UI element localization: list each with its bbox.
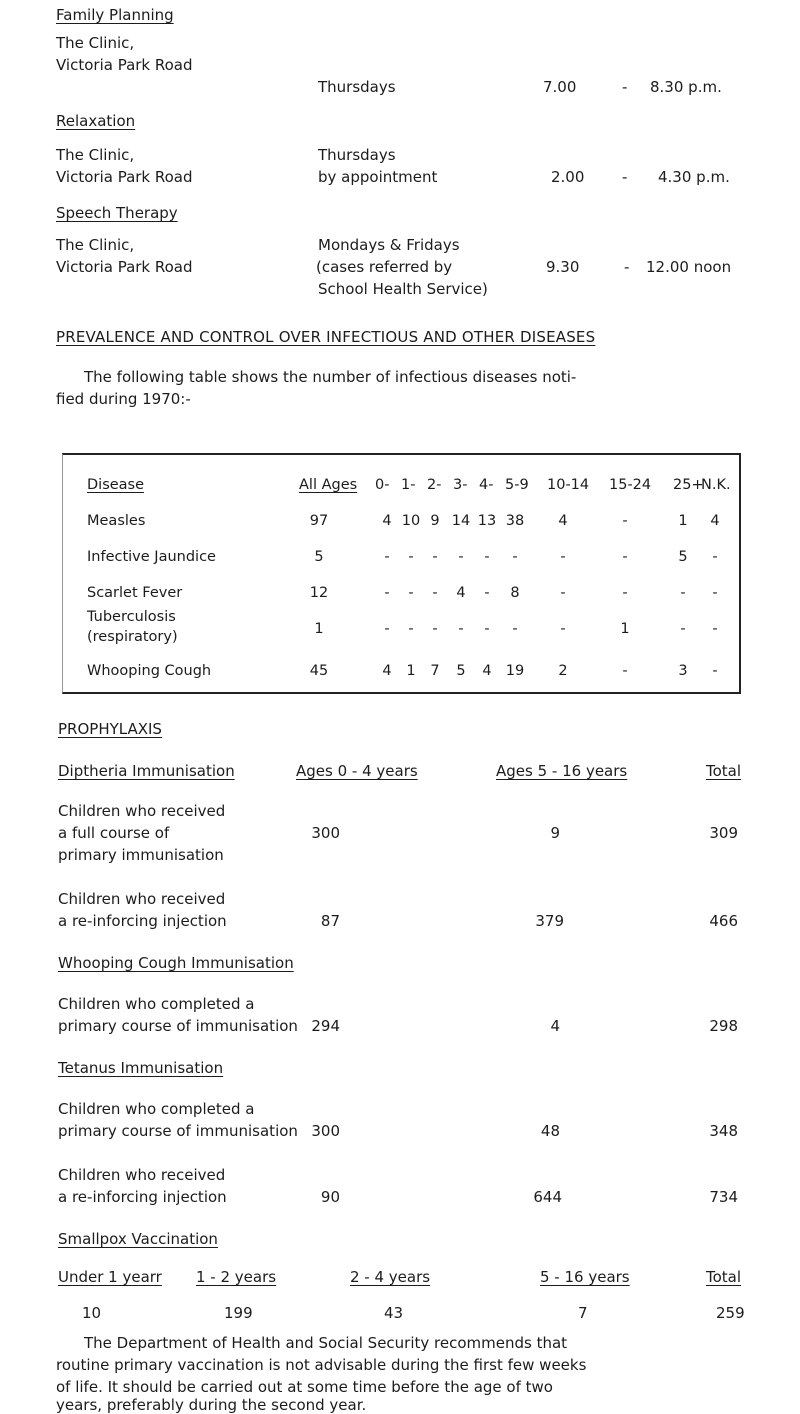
disease-name: Whooping Cough <box>87 663 212 679</box>
whoop-row1-v1: 294 <box>311 1017 340 1035</box>
tet-row1-v1: 300 <box>311 1122 340 1140</box>
disease-cell: 38 <box>505 513 525 529</box>
disease-cell: 13 <box>477 513 497 529</box>
th-1: 1- <box>401 477 416 493</box>
disease-cell: 5 <box>456 663 466 679</box>
closing-line-2: routine primary vaccination is not advisable during the first few weeks <box>56 1356 587 1374</box>
tet-row2-v1: 90 <box>320 1188 340 1206</box>
diph-row2-line2: a re-inforcing injection <box>58 912 227 930</box>
diph-row1-line1: Children who received <box>58 802 226 820</box>
th-10-14: 10-14 <box>547 477 590 493</box>
diph-row2-v1: 87 <box>320 912 340 930</box>
family-planning-end: 8.30 p.m. <box>650 78 722 96</box>
disease-cell: 10 <box>401 513 421 529</box>
disease-cell: - <box>512 549 518 565</box>
tet-row1-line1: Children who completed a <box>58 1100 255 1118</box>
speech-therapy-heading: Speech Therapy <box>56 204 178 222</box>
disease-cell: - <box>622 513 628 529</box>
relaxation-end: 4.30 p.m. <box>658 168 730 186</box>
disease-cell: 7 <box>430 663 440 679</box>
smallpox-v-5-16: 7 <box>578 1304 588 1322</box>
disease-cell: - <box>712 621 718 637</box>
tet-row2-line1: Children who received <box>58 1166 226 1184</box>
disease-name-line2: (respiratory) <box>87 629 178 645</box>
disease-name-line1: Tuberculosis <box>87 609 176 625</box>
th-2: 2- <box>427 477 442 493</box>
smallpox-heading: Smallpox Vaccination <box>58 1230 218 1248</box>
disease-name: Infective Jaundice <box>87 549 216 565</box>
diph-row2-line1: Children who received <box>58 890 226 908</box>
diph-row1-v1: 300 <box>311 824 340 842</box>
th-25plus: 25+ <box>673 477 704 493</box>
relaxation-dash: - <box>622 168 628 186</box>
disease-cell: - <box>680 621 686 637</box>
disease-name: Scarlet Fever <box>87 585 183 601</box>
disease-cell: 8 <box>510 585 520 601</box>
disease-cell: - <box>560 621 566 637</box>
prophylaxis-heading: PROPHYLAXIS <box>58 720 162 738</box>
disease-cell: - <box>384 621 390 637</box>
tetanus-heading: Tetanus Immunisation <box>58 1059 224 1077</box>
speech-therapy-end: 12.00 noon <box>646 258 732 276</box>
relaxation-start: 2.00 <box>551 168 585 186</box>
smallpox-v-under1: 10 <box>82 1304 102 1322</box>
smallpox-col-under1: Under 1 yearr <box>58 1268 162 1286</box>
whoop-row1-line1: Children who completed a <box>58 995 255 1013</box>
disease-cell: - <box>622 663 628 679</box>
disease-cell: - <box>484 549 490 565</box>
diphtheria-heading: Diptheria Immunisation <box>58 762 235 780</box>
disease-cell: - <box>458 549 464 565</box>
speech-therapy-start: 9.30 <box>546 258 580 276</box>
closing-line-4: years, preferably during the second year. <box>56 1396 367 1414</box>
smallpox-col-2-4: 2 - 4 years <box>350 1268 431 1286</box>
disease-cell: 1 <box>620 621 630 637</box>
speech-therapy-location-1: The Clinic, <box>56 236 135 254</box>
tet-row1-line2: primary course of immunisation <box>58 1122 298 1140</box>
disease-cell: 5 <box>678 549 688 565</box>
smallpox-v-total: 259 <box>716 1304 745 1322</box>
th-15-24: 15-24 <box>609 477 652 493</box>
disease-cell: 4 <box>382 663 392 679</box>
relaxation-day-1: Thursdays <box>318 146 396 164</box>
disease-cell: 97 <box>309 513 329 529</box>
disease-cell: - <box>458 621 464 637</box>
whoop-row1-v2: 4 <box>550 1017 560 1035</box>
disease-cell: 4 <box>456 585 466 601</box>
tet-row2-v2: 644 <box>533 1188 562 1206</box>
th-disease: Disease <box>87 477 145 493</box>
disease-cell: - <box>432 621 438 637</box>
col-total: Total <box>706 762 742 780</box>
col-ages-0-4: Ages 0 - 4 years <box>296 762 418 780</box>
family-planning-dash: - <box>622 78 628 96</box>
diph-row1-v3: 309 <box>709 824 738 842</box>
disease-cell: 4 <box>382 513 392 529</box>
disease-cell: - <box>408 549 414 565</box>
disease-cell: 5 <box>314 549 324 565</box>
disease-cell: - <box>484 621 490 637</box>
disease-cell: 19 <box>505 663 525 679</box>
disease-cell: - <box>384 585 390 601</box>
smallpox-v-1-2: 199 <box>224 1304 253 1322</box>
closing-line-1: The Department of Health and Social Security recommends that <box>84 1334 568 1352</box>
disease-cell: 4 <box>710 513 720 529</box>
disease-cell: - <box>408 585 414 601</box>
whoop-row1-v3: 298 <box>709 1017 738 1035</box>
smallpox-col-5-16: 5 - 16 years <box>540 1268 630 1286</box>
disease-cell: - <box>680 585 686 601</box>
prevalence-intro-2: fied during 1970:- <box>56 390 191 408</box>
disease-cell: - <box>384 549 390 565</box>
disease-cell: 14 <box>451 513 471 529</box>
disease-cell: 4 <box>558 513 568 529</box>
disease-cell: 1 <box>406 663 416 679</box>
relaxation-day-2: by appointment <box>318 168 438 186</box>
whooping-heading: Whooping Cough Immunisation <box>58 954 294 972</box>
disease-cell: - <box>622 549 628 565</box>
disease-cell: - <box>622 585 628 601</box>
speech-therapy-day-2: (cases referred by <box>316 258 453 276</box>
tet-row2-line2: a re-inforcing injection <box>58 1188 227 1206</box>
closing-line-3: of life. It should be carried out at some time before the age of two <box>56 1378 553 1396</box>
disease-cell: - <box>512 621 518 637</box>
family-planning-heading: Family Planning <box>56 6 174 24</box>
disease-name: Measles <box>87 513 146 529</box>
smallpox-col-total: Total <box>706 1268 742 1286</box>
th-5-9: 5-9 <box>505 477 529 493</box>
smallpox-v-2-4: 43 <box>384 1304 404 1322</box>
disease-cell: - <box>432 585 438 601</box>
speech-therapy-location-2: Victoria Park Road <box>56 258 193 276</box>
th-3: 3- <box>453 477 468 493</box>
th-all-ages: All Ages <box>299 477 358 493</box>
diph-row2-v2: 379 <box>535 912 564 930</box>
disease-cell: 2 <box>558 663 568 679</box>
relaxation-location-2: Victoria Park Road <box>56 168 193 186</box>
disease-cell: 3 <box>678 663 688 679</box>
disease-cell: - <box>712 663 718 679</box>
tet-row1-v3: 348 <box>709 1122 738 1140</box>
diph-row1-line3: primary immunisation <box>58 846 224 864</box>
speech-therapy-dash: - <box>624 258 630 276</box>
speech-therapy-day-1: Mondays & Fridays <box>318 236 460 254</box>
disease-cell: 12 <box>309 585 329 601</box>
disease-cell: 4 <box>482 663 492 679</box>
disease-cell: - <box>432 549 438 565</box>
smallpox-col-1-2: 1 - 2 years <box>196 1268 277 1286</box>
tet-row2-v3: 734 <box>709 1188 738 1206</box>
tet-row1-v2: 48 <box>540 1122 560 1140</box>
th-4: 4- <box>479 477 494 493</box>
diph-row2-v3: 466 <box>709 912 738 930</box>
disease-cell: 9 <box>430 513 440 529</box>
th-nk: N.K. <box>701 477 731 493</box>
col-ages-5-16: Ages 5 - 16 years <box>496 762 628 780</box>
diph-row1-line2: a full course of <box>58 824 170 842</box>
relaxation-heading: Relaxation <box>56 112 136 130</box>
family-planning-location-2: Victoria Park Road <box>56 56 193 74</box>
disease-cell: - <box>560 549 566 565</box>
disease-cell: - <box>712 549 718 565</box>
family-planning-start: 7.00 <box>543 78 577 96</box>
whoop-row1-line2: primary course of immunisation <box>58 1017 298 1035</box>
disease-cell: - <box>560 585 566 601</box>
disease-cell: - <box>408 621 414 637</box>
th-0: 0- <box>375 477 390 493</box>
prevalence-heading: PREVALENCE AND CONTROL OVER INFECTIOUS AND OTHER DISEASES <box>56 328 596 346</box>
disease-cell: - <box>484 585 490 601</box>
relaxation-location-1: The Clinic, <box>56 146 135 164</box>
disease-table <box>62 453 741 694</box>
disease-cell: 45 <box>309 663 329 679</box>
disease-cell: - <box>712 585 718 601</box>
diph-row1-v2: 9 <box>550 824 560 842</box>
family-planning-day: Thursdays <box>318 78 396 96</box>
disease-cell: 1 <box>314 621 324 637</box>
disease-cell: 1 <box>678 513 688 529</box>
family-planning-location-1: The Clinic, <box>56 34 135 52</box>
prevalence-intro-1: The following table shows the number of infectious diseases noti- <box>84 368 577 386</box>
speech-therapy-day-3: School Health Service) <box>318 280 488 298</box>
